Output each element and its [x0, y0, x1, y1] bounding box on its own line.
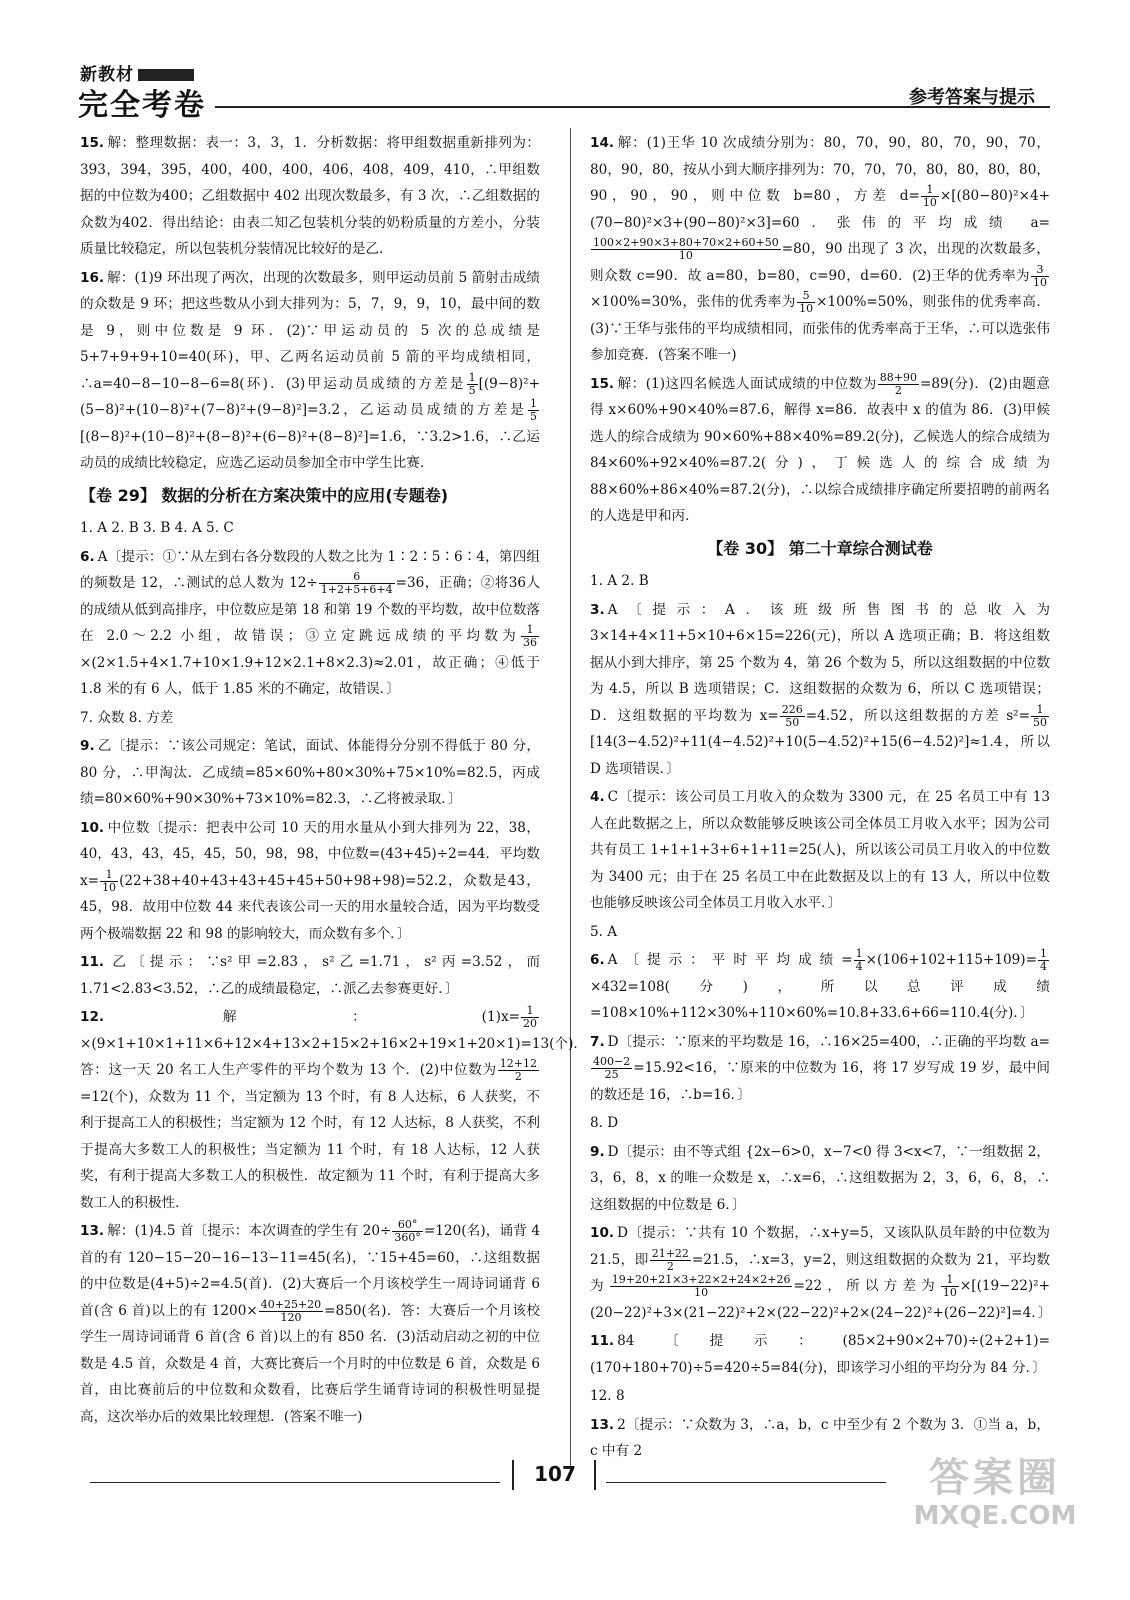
answer-8-right: 8. D	[590, 1115, 619, 1131]
fraction: $\frac{6}{1+2+5+6+4}$	[320, 570, 393, 596]
watermark-main-text: 答案圈	[929, 1455, 1061, 1501]
answer-3-right: 3. A〔提示：A．该班级所售图书的总收入为 3×14+4×11+5×10+6×15=226(元)，所以 A 选项正确；B．将这组数据从小到大排序，第 25 个数为 4，第 26 个数为 5，所以这组数据的中位数为 4.5，所以 B 选项错误；C．这组数据的众数为 6，所以 C 选项错误；D．这组数据的平均数为 x= $\frac{226}{50}$ =4.52，所以这组数据的方差 s²= $\frac{1}{50}$ [14(3−4.52)²+11(4−4.52)²+10(5−4.52)²+15(6−4.52)²]≈1.4，所以 D 选项错误．〕	[590, 601, 1050, 777]
section-heading-29: 【卷 29】 数据的分析在方案决策中的应用(专题卷)	[80, 485, 449, 505]
fraction: $\frac{400-2}{25}$	[593, 1055, 631, 1081]
fraction: $\frac{1}{5}$	[468, 370, 476, 397]
section-heading-30: 【卷 30】 第二十章综合测试卷	[707, 538, 933, 558]
answer-14-right: 14. 解：(1)王华 10 次成绩分别为：80，70，90，80，70，90，70，80，90，80，按从小到大顺序排列为：70，70，70，80，80，80，80，90，90，90，则中位数 b=80，方差 d= $\frac{1}{10}$ ×[(80−80)²×4+(70−80)²×3+(90−80)²×3]=60．张伟的平均成绩 a= $\frac{100\times 2+90\times 3+80+70\times 2+60+50}{10}$ =80，90 出现了 3 次，出现的次数最多，则众数 c=90．故 a=80，b=80，c=90，d=60．(2)王华的优秀率为 $\frac{3}{10}$ ×100%=30%，张伟的优秀率为 $\frac{5}{10}$ ×100%=50%，则张伟的优秀率高．(3)∵王华与张伟的平均成绩相同，而张伟的优秀率高于王华，∴可以选张伟参加竞赛．(答案不唯一)	[590, 135, 1051, 363]
fraction: $\frac{19+20+21\times 3+22\times 2+24\times 2+26}{10}$	[611, 1273, 791, 1299]
answer-15-left: 15. 解：整理数据：表一：3，3，1．分析数据：将甲组数据重新排列为：393，394，395，400，400，400，406，408，409，410，∴甲组数据的中位数为400；乙组数据中 402 出现次数最多，有 3 次，∴乙组数据的众数为402．得出结论：由表二知乙包装机分装的奶粉质量的方差小，分装质量比较稳定，所以包装机分装情况比较好的是乙．	[80, 135, 540, 257]
answer-10-right: 10. D〔提示：∵共有 10 个数据，∴x+y=5，又该队队员年龄的中位数为 21.5，即 $\frac{21+22}{2}$ =21.5，∴x=3，y=2，则这组数据的众数为 21，平均数为 $\frac{19+20+21\times 3+22\times 2+24\times 2+26}{10}$ =22，所以方差为 $\frac{1}{10}$ ×[(19−22)²+(20−22)²+3×(21−22)²+2×(22−22)²+2×(24−22)²+(26−22)²]=4．〕	[590, 1225, 1052, 1321]
fraction: $\frac{1}{10}$	[942, 1273, 957, 1299]
footer-rule-right	[606, 1482, 886, 1483]
fraction: $\frac{1}{10}$	[102, 867, 117, 894]
answer-6-right: 6. A〔提示：平时平均成绩= $\frac{1}{4}$ ×(106+102+115+109)= $\frac{1}{4}$ ×432=108(分)，所以总评成绩=108×10%+112×30%+110×60%=10.8+33.6+66=110.4(分)．〕	[590, 947, 1050, 1021]
fraction: $\frac{1}{20}$	[523, 1004, 537, 1030]
fraction: $\frac{21+22}{2}$	[651, 1246, 689, 1273]
answer-16-left: 16. 解：(1)9 环出现了两次，出现的次数最多，则甲运动员前 5 箭射击成绩的众数是 9 环；把这些数从小到大排列为：5，7，9，9，10，最中间的数是 9，则中位数是 9 环．(2)∵甲运动员的 5 次的总成绩是 5+7+9+9+10=40(环)，甲、乙两名运动员前 5 箭的平均成绩相同，∴a=40−8−10−8−6=8(环)．(3)甲运动员成绩的方差是 $\frac{1}{5}$ [(9−8)²+(5−8)²+(10−8)²+(7−8)²+(9−8)²]=3.2，乙运动员成绩的方差是 $\frac{1}{5}$ [(8−8)²+(10−8)²+(8−8)²+(6−8)²+(8−8)²]=1.6，∵3.2>1.6，∴乙运动员的成绩比较稳定，应选乙运动员参加全市中学生比赛．	[80, 269, 540, 471]
fraction: $\frac{88+90}{2}$	[879, 370, 918, 397]
fraction: $\frac{100\times 2+90\times 3+80+70\times 2+60+50}{10}$	[593, 236, 779, 262]
answer-5-right: 5. A	[590, 923, 618, 940]
column-divider	[570, 128, 571, 1468]
answer-10-left: 10. 中位数〔提示：把表中公司 10 天的用水量从小到大排列为 22，38，40，43，43，45，45，50，98，98，中位数=(43+45)÷2=44．平均数 x= $\frac{1}{10}$ (22+38+40+43+43+45+45+50+98+98)=52.2，众数是43，45，98．故用中位数 44 来代表该公司一天的用水量较合适，因为平均数受两个极端数据 22 和 98 的影响较大，而众数有多个．〕	[80, 819, 540, 942]
brand-logo-text: 完全考卷	[78, 88, 206, 123]
fraction: $\frac{40+25+20}{120}$	[260, 1297, 322, 1324]
answer-4-right: 4. C〔提示：该公司员工月收入的众数为 3300 元，在 25 名员工中有 13 人在此数据之上，所以众数能够反映该公司全体员工月收入水平；因为公司共有员工 1+1+1+3+6+1+11=25(人)，所以该公司员工月收入的中位数为 3400 元；由于在 25 名员工中在此数据及以上的有 13 人，所以中位数也能够反映该公司全体员工月收入水平．〕	[590, 789, 1050, 911]
answer-7-right: 7. D〔提示：∵原来的平均数是 16，∴16×25=400，∴正确的平均数 a= $\frac{400-2}{25}$ =15.92<16，∵原来的中位数为 16，将 17 岁写成 19 岁，最中间的数还是 16，∴b=16．〕	[590, 1033, 1050, 1103]
fraction: $\frac{12+12}{2}$	[499, 1057, 537, 1083]
answer-9-right: 9. D〔提示：由不等式组 {2x−6>0，x−7<0 得 3<x<7，∵一组数据 2，3，6，8，x 的唯一众数是 x，∴x=6，∴这组数据为 2，3，6，6，8，∴这组数据的中位数是 6．〕	[590, 1143, 1050, 1213]
answer-11-right: 11. 84〔提示：(85×2+90×2+70)÷(2+2+1)=(170+180+70)÷5=420÷5=84(分)，即该学习小组的平均分为 84 分．〕	[590, 1333, 1050, 1376]
answer-12-left: 12. 解：(1)x= $\frac{1}{20}$ ×(9×1+10×1+11×6+12×4+13×2+15×2+16×2+19×1+20×1)=13(个)．答：这一天 20 名工人生产零件的平均个数为 13 个．(2)中位数为 $\frac{12+12}{2}$ =12(个)，众数为 11 个，当定额为 13 个时，有 8 人达标，6 人获奖，不利于提高工人的积极性；当定额为 12 个时，有 12 人达标，8 人获奖，不利于提高大多数工人的积极性；当定额为 11 个时，有 18 人达标，12 人获奖，有利于提高大多数工人的积极性．故定额为 11 个时，有利于提高大多数工人的积极性．	[80, 1004, 587, 1211]
watermark-logo	[905, 1455, 1085, 1531]
fraction: $\frac{1}{50}$	[1033, 702, 1048, 729]
answer-13-left: 13. 解：(1)4.5 首〔提示：本次调查的学生有 20÷ $\frac{60^\circ}{360^\circ}$ =120(名)，诵背 4 首的有 120−15−20−16−13−11=45(名)，∵15+45=60，∴这组数据的中位数是(4+5)÷2=4.5(首)．(2)大赛后一个月该校学生一周诗词诵背 6 首(含 6 首)以上的有 1200× $\frac{40+25+20}{120}$ =850(名)．答：大赛后一个月该校学生一周诗词诵背 6 首(含 6 首)以上的有 850 名．(3)活动启动之初的中位数是 4.5 首，众数是 4 首，大赛比赛后一个月时的中位数是 6 首，众数是 6 首，由比赛前后的中位数和众数看，比赛后学生诵背诗词的积极性明显提高，这次举办后的效果比较理想．(答案不唯一)	[80, 1218, 541, 1425]
fraction: $\frac{60^\circ}{360^\circ}$	[394, 1218, 421, 1244]
left-column	[80, 130, 587, 1432]
answer-13-right: 13. 2〔提示：∵众数为 3，∴a，b，c 中至少有 2 个数为 3．①当 a，b，c 中有 2	[590, 1416, 1050, 1459]
fraction: $\frac{1}{10}$	[922, 183, 937, 209]
page-number-bar-right	[594, 1460, 596, 1490]
fraction: $\frac{226}{50}$	[781, 702, 803, 729]
answer-11-left: 11. 乙〔提示：∵s²甲=2.83，s²乙=1.71，s²丙=3.52，而 1.71<2.83<3.52，∴乙的成绩最稳定，∴派乙去参赛更好．〕	[80, 954, 540, 997]
answers-7-8: 7. 众数 8. 方差	[80, 709, 174, 726]
footer-rule-left	[90, 1482, 500, 1483]
fraction: $\frac{1}{4}$	[1040, 947, 1047, 973]
answers-1-5: 1. A 2. B 3. B 4. A 5. C	[80, 520, 234, 536]
watermark-url-text: MXQE.COM	[913, 1501, 1077, 1531]
fraction: $\frac{5}{10}$	[799, 289, 814, 315]
answer-6-left: 6. A〔提示：①∵从左到右各分数段的人数之比为 1∶2∶5∶6∶4，第四组的频数是 12，∴测试的总人数为 12÷ $\frac{6}{1+2+5+6+4}$ =36，正确；②将36人的成绩从低到高排序，中位数应是第 18 和第 19 个数的平均数，故中位数落在 2.0～2.2 小组，故错误；③立定跳远成绩的平均数为 $\frac{1}{36}$ ×(2×1.5+4×1.7+10×1.9+12×2.1+8×2.3)≈2.01，故正确；④低于 1.8 米的有 6 人，低于 1.85 米的不确定，故错误．〕	[80, 548, 540, 697]
answers-1-2: 1. A 2. B	[590, 573, 649, 589]
answer-15-right: 15. 解：(1)这四名候选人面试成绩的中位数为 $\frac{88+90}{2}$ =89(分)．(2)由题意得 x×60%+90×40%=87.6，解得 x=86．故表中 x 的值为 86．(3)甲候选人的综合成绩为 90×60%+88×40%=89.2(分)，乙候选人的综合成绩为 84×60%+92×40%=87.2(分)，丁候选人的综合成绩为 88×60%+86×40%=87.2(分)，∴以综合成绩排序确定所要招聘的前两名的人选是甲和丙．	[590, 370, 1050, 524]
fraction: $\frac{1}{5}$	[530, 397, 537, 423]
page-header	[0, 0, 1130, 123]
page-number-bar-left	[512, 1460, 514, 1490]
page-number: 107	[534, 1462, 576, 1486]
answer-12-right: 12. 8	[590, 1388, 625, 1404]
brand-subtitle: 新教材	[80, 60, 194, 85]
fraction: $\frac{1}{36}$	[523, 623, 537, 649]
right-column	[590, 130, 1050, 1467]
answer-9-left: 9. 乙〔提示：∵该公司规定：笔试，面试、体能得分分别不得低于 80 分，80 分，∴甲淘汰．乙成绩=85×60%+80×30%+75×10%=82.5，丙成绩=80×60%+90×30%+73×10%=82.3，∴乙将被录取．〕	[80, 738, 540, 807]
fraction: $\frac{3}{10}$	[1033, 262, 1047, 289]
section-title: 参考答案与提示	[909, 87, 1035, 108]
fraction: $\frac{1}{4}$	[855, 947, 863, 973]
